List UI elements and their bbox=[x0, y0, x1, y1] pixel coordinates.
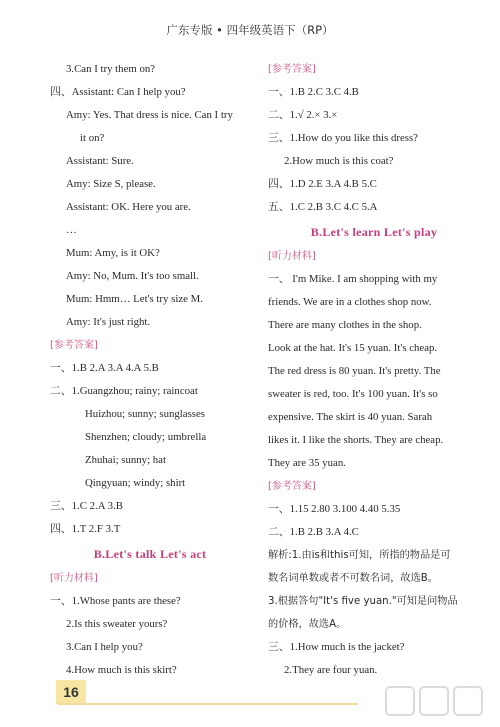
listening-line: 4.How much is this skirt? bbox=[66, 664, 177, 676]
section-number: 四、 bbox=[50, 86, 72, 98]
dialogue-line: it on? bbox=[80, 132, 105, 144]
answer-line: Shenzhen; cloudy; umbrella bbox=[85, 431, 207, 443]
answer-line: 二、1.√ 2.× 3.× bbox=[268, 109, 338, 121]
answer-line: 2.They are four yuan. bbox=[284, 664, 378, 676]
answer-line: 2.How much is this coat? bbox=[284, 155, 394, 167]
page-header: 广东专版 • 四年级英语下（RP） bbox=[166, 23, 334, 37]
reference-answer-tag: [参考答案] bbox=[50, 340, 98, 351]
listening-line: 一、1.Whose pants are these? bbox=[50, 595, 181, 607]
dialogue-line: Amy: No, Mum. It's too small. bbox=[66, 270, 199, 282]
paragraph-line: They are 35 yuan. bbox=[268, 457, 346, 469]
dialogue-line: Mum: Amy, is it OK? bbox=[66, 247, 160, 259]
paragraph-line: There are many clothes in the shop. bbox=[268, 319, 422, 331]
dialogue-line bbox=[50, 81, 250, 104]
answer-line: 3.Can I try them on? bbox=[66, 63, 156, 75]
dialogue-text: Assistant: Can I help you? bbox=[71, 86, 186, 98]
listening-material-tag: [听力材料] bbox=[268, 251, 316, 262]
paragraph-line: expensive. The skirt is 40 yuan. Sarah bbox=[268, 411, 433, 423]
answer-line: 五、1.C 2.B 3.C 4.C 5.A bbox=[268, 201, 378, 213]
dialogue-line: Amy: Size S, please. bbox=[66, 178, 156, 190]
watermark-logo-icon bbox=[382, 681, 492, 721]
paragraph-line: 一、 I'm Mike. I am shopping with my bbox=[268, 273, 438, 285]
answer-line: 三、1.How do you like this dress? bbox=[268, 132, 418, 144]
answer-line: 一、1.B 2.A 3.A 4.A 5.B bbox=[50, 362, 159, 374]
answer-line: 四、1.T 2.F 3.T bbox=[50, 523, 121, 535]
right-column bbox=[268, 58, 480, 682]
answer-line: 一、1.B 2.C 3.C 4.B bbox=[268, 86, 359, 98]
answer-line: Huizhou; sunny; sunglasses bbox=[85, 408, 205, 420]
note-line: 解析:1.由is和this可知，所指的物品是可 bbox=[268, 550, 451, 561]
section-title: B.Let's talk Let's act bbox=[93, 547, 207, 561]
paragraph-line: The red dress is 80 yuan. It's pretty. The bbox=[268, 365, 441, 377]
section-title: B.Let's learn Let's play bbox=[310, 225, 438, 239]
note-line: 3.根据答句"It's five yuan."可知是问物品 bbox=[268, 596, 458, 607]
dialogue-line: Amy: Yes. That dress is nice. Can I try bbox=[66, 109, 233, 121]
paragraph-line: Look at the hat. It's 15 yuan. It's cheap. bbox=[268, 342, 438, 354]
answer-line: Qingyuan; windy; shirt bbox=[85, 477, 186, 489]
bottom-divider bbox=[58, 703, 358, 705]
paragraph-line: sweater is red, too. It's 100 yuan. It's so bbox=[268, 388, 438, 400]
paragraph-line: friends. We are in a clothes shop now. bbox=[268, 296, 432, 308]
listening-line: 3.Can I help you? bbox=[66, 641, 143, 653]
note-line: 的价格，故选A。 bbox=[268, 619, 347, 630]
listening-material-tag: [听力材料] bbox=[50, 573, 98, 584]
dialogue-line: … bbox=[66, 224, 77, 236]
left-column bbox=[50, 58, 250, 682]
dialogue-line: Assistant: OK. Here you are. bbox=[66, 201, 191, 213]
answer-line: 四、1.D 2.E 3.A 4.B 5.C bbox=[268, 178, 377, 190]
listening-line: 2.Is this sweater yours? bbox=[66, 618, 168, 630]
answer-line: 二、1.B 2.B 3.A 4.C bbox=[268, 526, 359, 538]
reference-answer-tag: [参考答案] bbox=[268, 481, 316, 492]
answer-line: Zhuhai; sunny; hat bbox=[85, 454, 166, 466]
dialogue-line: Assistant: Sure. bbox=[66, 155, 134, 167]
page-number: 16 bbox=[56, 680, 86, 704]
answer-line: 三、1.How much is the jacket? bbox=[268, 641, 405, 653]
note-line: 数名词单数或者不可数名词，故选B。 bbox=[268, 573, 438, 584]
paragraph-line: likes it. I like the shorts. They are cheap. bbox=[268, 434, 444, 446]
listening-paragraph bbox=[268, 268, 480, 475]
dialogue-line: Mum: Hmm… Let's try size M. bbox=[66, 293, 203, 305]
answer-line: 一、1.15 2.80 3.100 4.40 5.35 bbox=[268, 503, 401, 515]
dialogue-line: Amy: It's just right. bbox=[66, 316, 151, 328]
answer-line: 三、1.C 2.A 3.B bbox=[50, 500, 123, 512]
answer-line: 二、1.Guangzhou; rainy; raincoat bbox=[50, 385, 198, 397]
reference-answer-tag: [参考答案] bbox=[268, 64, 316, 75]
explanation-note bbox=[268, 544, 480, 636]
